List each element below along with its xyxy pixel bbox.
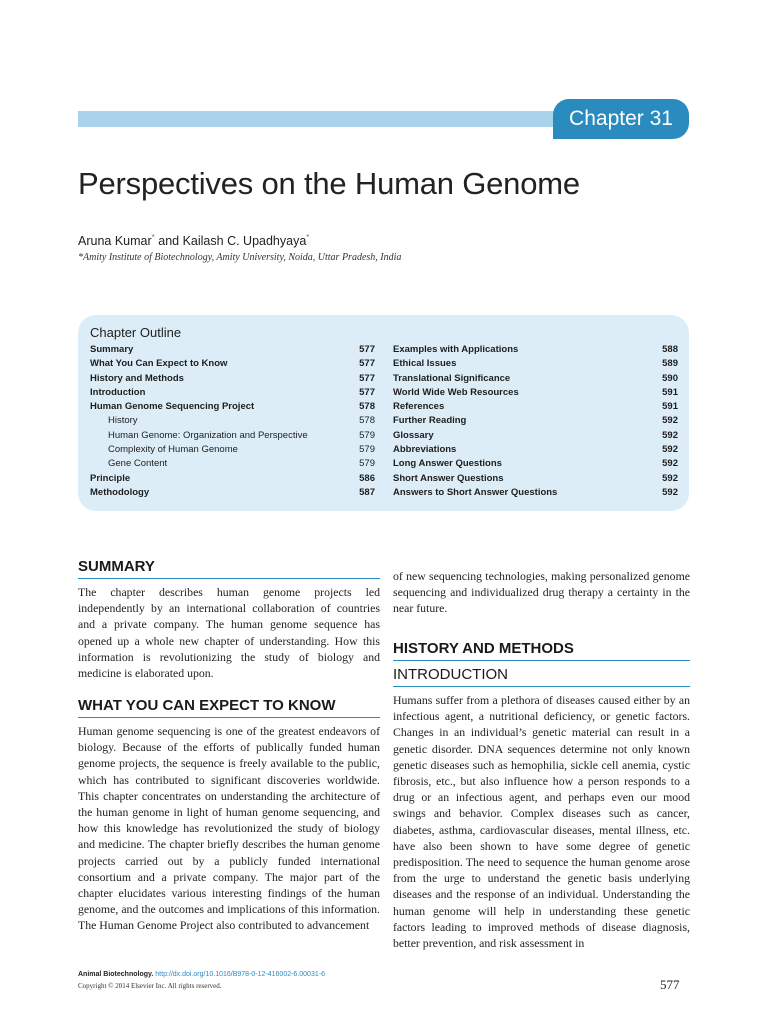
outline-entry-label: Principle <box>90 472 131 484</box>
outline-entry[interactable] <box>90 414 375 428</box>
section-heading-expect: WHAT YOU CAN EXPECT TO KNOW <box>78 697 380 718</box>
chapter-label: Chapter 31 <box>553 99 689 139</box>
expect-paragraph: Human genome sequencing is one of the greatest endeavors of biology. Because of the efforts of publically funded human genome projects, the sequence is freely available to the public, which has contributed to significant discoveries worldwide. This chapter concentrates on understanding the architecture of the human genome in light of human genome sequencing, and how this knowledge has revolutionized the study of biology and medicine. The chapter briefly describes the human genome projects carried out by a publicly funded international consortium and a private company. The major part of the chapter elucidates various interesting findings of the human genome, and the outcomes and implications of this information. The Human Genome Project also contributed to advancement <box>78 724 380 933</box>
doi-link[interactable]: http://dx.doi.org/10.1016/B978-0-12-416002-6.00031-6 <box>155 971 325 978</box>
outline-entry-page: 579 <box>359 458 375 470</box>
outline-entry-label: Further Reading <box>393 415 467 427</box>
outline-entry-label: Abbreviations <box>393 444 457 456</box>
outline-entry[interactable] <box>393 472 678 486</box>
outline-entry-page: 579 <box>359 429 375 441</box>
outline-entry-label: History and Methods <box>90 372 184 384</box>
outline-entry-page: 577 <box>359 358 375 370</box>
outline-entry[interactable] <box>90 486 375 500</box>
outline-entry-label: Answers to Short Answer Questions <box>393 486 558 498</box>
subsection-heading-introduction: INTRODUCTION <box>393 666 690 687</box>
outline-entry[interactable] <box>90 386 375 400</box>
outline-entry-page: 592 <box>662 415 678 427</box>
outline-entry-page: 592 <box>662 458 678 470</box>
outline-entry-label: What You Can Expect to Know <box>90 358 228 370</box>
outline-entry-label: Short Answer Questions <box>393 472 504 484</box>
chapter-outline-title: Chapter Outline <box>90 325 182 340</box>
outline-entry[interactable] <box>90 429 375 443</box>
outline-entry-page: 589 <box>662 358 678 370</box>
header-bar <box>78 111 558 127</box>
outline-entry-page: 577 <box>359 386 375 398</box>
outline-entry-label: Examples with Applications <box>393 344 519 355</box>
outline-entry-label: History <box>108 415 138 427</box>
outline-entry[interactable] <box>90 443 375 457</box>
section-heading-history: HISTORY AND METHODS <box>393 640 690 661</box>
outline-entry-label: References <box>393 401 445 413</box>
section-heading-summary: SUMMARY <box>78 558 380 579</box>
page-title: Perspectives on the Human Genome <box>78 166 580 201</box>
authors <box>78 233 309 248</box>
outline-entry-page: 577 <box>359 344 375 355</box>
outline-entry-page: 578 <box>359 401 375 413</box>
outline-entry-label: Human Genome Sequencing Project <box>90 401 255 413</box>
outline-entry-label: Complexity of Human Genome <box>108 444 238 456</box>
outline-entry-page: 577 <box>359 372 375 384</box>
page-number: 577 <box>660 977 680 992</box>
outline-entry[interactable] <box>90 400 375 414</box>
outline-entry-page: 591 <box>662 401 678 413</box>
author-conjunction: and <box>154 234 183 249</box>
outline-entry-page: 588 <box>662 344 678 355</box>
outline-entry-page: 578 <box>359 415 375 427</box>
affiliation: *Amity Institute of Biotechnology, Amity University, Noida, Uttar Pradesh, India <box>78 252 402 263</box>
outline-entry-label: Ethical Issues <box>393 358 457 370</box>
outline-entry[interactable] <box>90 343 375 357</box>
affiliation-marker: * <box>306 233 310 242</box>
outline-entry[interactable] <box>393 443 678 457</box>
outline-column-right <box>393 343 678 500</box>
outline-entry[interactable] <box>393 386 678 400</box>
author-name: Kailash C. Upadhyaya <box>182 234 307 249</box>
outline-entry[interactable] <box>393 357 678 371</box>
outline-entry-label: World Wide Web Resources <box>393 386 519 398</box>
outline-entry-page: 592 <box>662 472 678 484</box>
footer-citation <box>78 971 325 978</box>
outline-entry-page: 592 <box>662 429 678 441</box>
summary-paragraph: The chapter describes human genome projects led independently by an international collaboration of countries and a private company. The human genome sequence has opened up a whole new chapter of understanding. How this information is revolutionizing the study of biology and medicine is elaborated upon. <box>78 585 380 681</box>
outline-entry[interactable] <box>90 472 375 486</box>
outline-entry[interactable] <box>393 343 678 357</box>
outline-entry[interactable] <box>90 357 375 371</box>
outline-entry-label: Translational Significance <box>393 372 511 384</box>
outline-entry[interactable] <box>90 457 375 471</box>
outline-entry-page: 590 <box>662 372 678 384</box>
outline-entry-page: 579 <box>359 444 375 456</box>
outline-entry-page: 586 <box>359 472 375 484</box>
outline-entry[interactable] <box>393 400 678 414</box>
journal-name: Animal Biotechnology. <box>78 971 154 978</box>
outline-entry-page: 592 <box>662 486 678 498</box>
outline-entry[interactable] <box>393 457 678 471</box>
continuation-paragraph: of new sequencing technologies, making personalized genome sequencing and individualized drug therapy a certainty in the near future. <box>393 569 690 616</box>
outline-entry-page: 592 <box>662 444 678 456</box>
outline-entry-label: Long Answer Questions <box>393 458 502 470</box>
outline-entry-label: Summary <box>90 344 134 355</box>
outline-entry-label: Methodology <box>90 486 150 498</box>
outline-entry[interactable] <box>393 372 678 386</box>
affiliation-marker: * <box>151 233 155 242</box>
outline-entry[interactable] <box>393 414 678 428</box>
outline-column-left <box>90 343 375 500</box>
outline-entry-label: Gene Content <box>108 458 168 470</box>
outline-entry-label: Glossary <box>393 429 434 441</box>
outline-entry[interactable] <box>393 429 678 443</box>
outline-entry-page: 587 <box>359 486 375 498</box>
outline-entry-page: 591 <box>662 386 678 398</box>
outline-entry[interactable] <box>90 372 375 386</box>
author-name: Aruna Kumar <box>78 234 152 249</box>
outline-entry-label: Introduction <box>90 386 146 398</box>
introduction-paragraph: Humans suffer from a plethora of diseases caused either by an infectious agent, a nutritional deficiency, or genetic factors. Changes in an individual’s genetic material can result in a genetic disorder. DNA sequences determine not only known genetic diseases such as hemophilia, sickle cell anemia, cystic fibrosis, etc., but also influence how a person responds to a drug or an infectious agent, and perhaps even our mood swings and behavior. Complex diseases such as cancer, diabetes, asthma, cardiovascular diseases, mental illness, etc. have also been shown to have some degree of genetic predisposition. The need to sequence the human genome arose from the urge to understand the genetic basis underlying diseases and the response of an individual. Understanding the human genome will help in understanding these genetic factors leading to improved methods of disease diagnosis, better prevention, and risk assessment in <box>393 693 690 951</box>
outline-entry-label: Human Genome: Organization and Perspective <box>108 429 308 441</box>
copyright: Copyright © 2014 Elsevier Inc. All rights reserved. <box>78 982 222 990</box>
outline-entry[interactable] <box>393 486 678 500</box>
